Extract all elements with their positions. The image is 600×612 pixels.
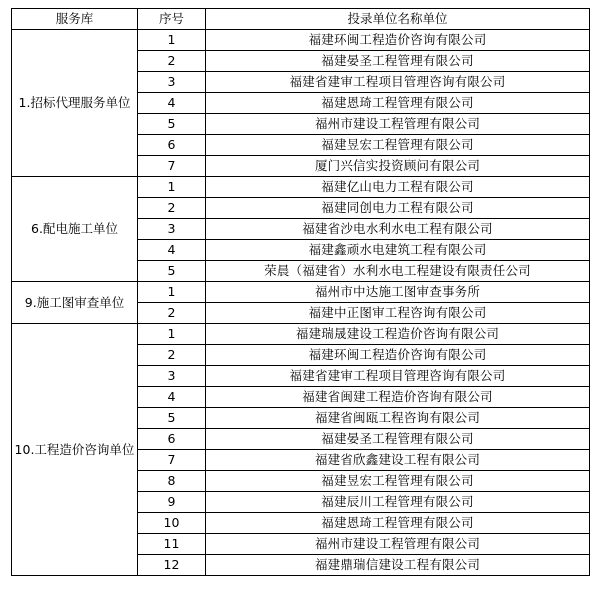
unit-name-cell: 福建环闽工程造价咨询有限公司 [206, 30, 590, 51]
row-index-cell: 6 [138, 429, 206, 450]
row-index-cell: 2 [138, 303, 206, 324]
unit-name-cell: 福州市中达施工图审查事务所 [206, 282, 590, 303]
unit-name-cell: 福建晏圣工程管理有限公司 [206, 51, 590, 72]
group-label-cell: 6.配电施工单位 [12, 177, 138, 282]
unit-name-cell: 福建鼎瑞信建设工程有限公司 [206, 555, 590, 576]
unit-name-cell: 福建省建审工程项目管理咨询有限公司 [206, 72, 590, 93]
row-index-cell: 3 [138, 72, 206, 93]
group-label-cell: 9.施工图审查单位 [12, 282, 138, 324]
unit-name-cell: 福建昱宏工程管理有限公司 [206, 135, 590, 156]
unit-name-cell: 福建省沙电水利水电工程有限公司 [206, 219, 590, 240]
row-index-cell: 2 [138, 345, 206, 366]
unit-name-cell: 福州市建设工程管理有限公司 [206, 534, 590, 555]
unit-name-cell: 福建恩琦工程管理有限公司 [206, 513, 590, 534]
unit-name-cell: 厦门兴信实投资顾问有限公司 [206, 156, 590, 177]
unit-name-cell: 福建亿山电力工程有限公司 [206, 177, 590, 198]
row-index-cell: 1 [138, 30, 206, 51]
row-index-cell: 7 [138, 156, 206, 177]
row-index-cell: 6 [138, 135, 206, 156]
row-index-cell: 5 [138, 261, 206, 282]
table-header-row [12, 9, 590, 30]
unit-name-cell: 福建省建审工程项目管理咨询有限公司 [206, 366, 590, 387]
unit-name-cell: 福建省闽瓯工程咨询有限公司 [206, 408, 590, 429]
row-index-cell: 2 [138, 198, 206, 219]
table-header [12, 9, 590, 30]
unit-name-cell: 荣晨（福建省）水利水电工程建设有限责任公司 [206, 261, 590, 282]
row-index-cell: 4 [138, 387, 206, 408]
unit-name-cell: 福建晏圣工程管理有限公司 [206, 429, 590, 450]
row-index-cell: 11 [138, 534, 206, 555]
unit-name-cell: 福建环闽工程造价咨询有限公司 [206, 345, 590, 366]
row-index-cell: 7 [138, 450, 206, 471]
unit-name-cell: 福建恩琦工程管理有限公司 [206, 93, 590, 114]
row-index-cell: 5 [138, 114, 206, 135]
row-index-cell: 5 [138, 408, 206, 429]
row-index-cell: 1 [138, 177, 206, 198]
row-index-cell: 1 [138, 282, 206, 303]
unit-name-cell: 福建瑞晟建设工程造价咨询有限公司 [206, 324, 590, 345]
table-row [12, 177, 590, 198]
unit-name-cell: 福建省闽建工程造价咨询有限公司 [206, 387, 590, 408]
table-body [12, 30, 590, 576]
row-index-cell: 3 [138, 219, 206, 240]
group-label-cell: 10.工程造价咨询单位 [12, 324, 138, 576]
service-library-table [11, 8, 590, 576]
column-header-service-library: 服务库 [12, 9, 138, 30]
group-label-cell: 1.招标代理服务单位 [12, 30, 138, 177]
row-index-cell: 9 [138, 492, 206, 513]
column-header-unit-name: 投录单位名称单位 [206, 9, 590, 30]
row-index-cell: 2 [138, 51, 206, 72]
unit-name-cell: 福建同创电力工程有限公司 [206, 198, 590, 219]
table-row [12, 30, 590, 51]
row-index-cell: 8 [138, 471, 206, 492]
row-index-cell: 10 [138, 513, 206, 534]
row-index-cell: 4 [138, 240, 206, 261]
unit-name-cell: 福州市建设工程管理有限公司 [206, 114, 590, 135]
unit-name-cell: 福建中正图审工程咨询有限公司 [206, 303, 590, 324]
table-row [12, 324, 590, 345]
unit-name-cell: 福建省欣鑫建设工程有限公司 [206, 450, 590, 471]
row-index-cell: 1 [138, 324, 206, 345]
row-index-cell: 4 [138, 93, 206, 114]
unit-name-cell: 福建辰川工程管理有限公司 [206, 492, 590, 513]
row-index-cell: 12 [138, 555, 206, 576]
row-index-cell: 3 [138, 366, 206, 387]
table-row [12, 282, 590, 303]
unit-name-cell: 福建鑫顽水电建筑工程有限公司 [206, 240, 590, 261]
document-sheet [11, 8, 589, 576]
column-header-index: 序号 [138, 9, 206, 30]
unit-name-cell: 福建昱宏工程管理有限公司 [206, 471, 590, 492]
